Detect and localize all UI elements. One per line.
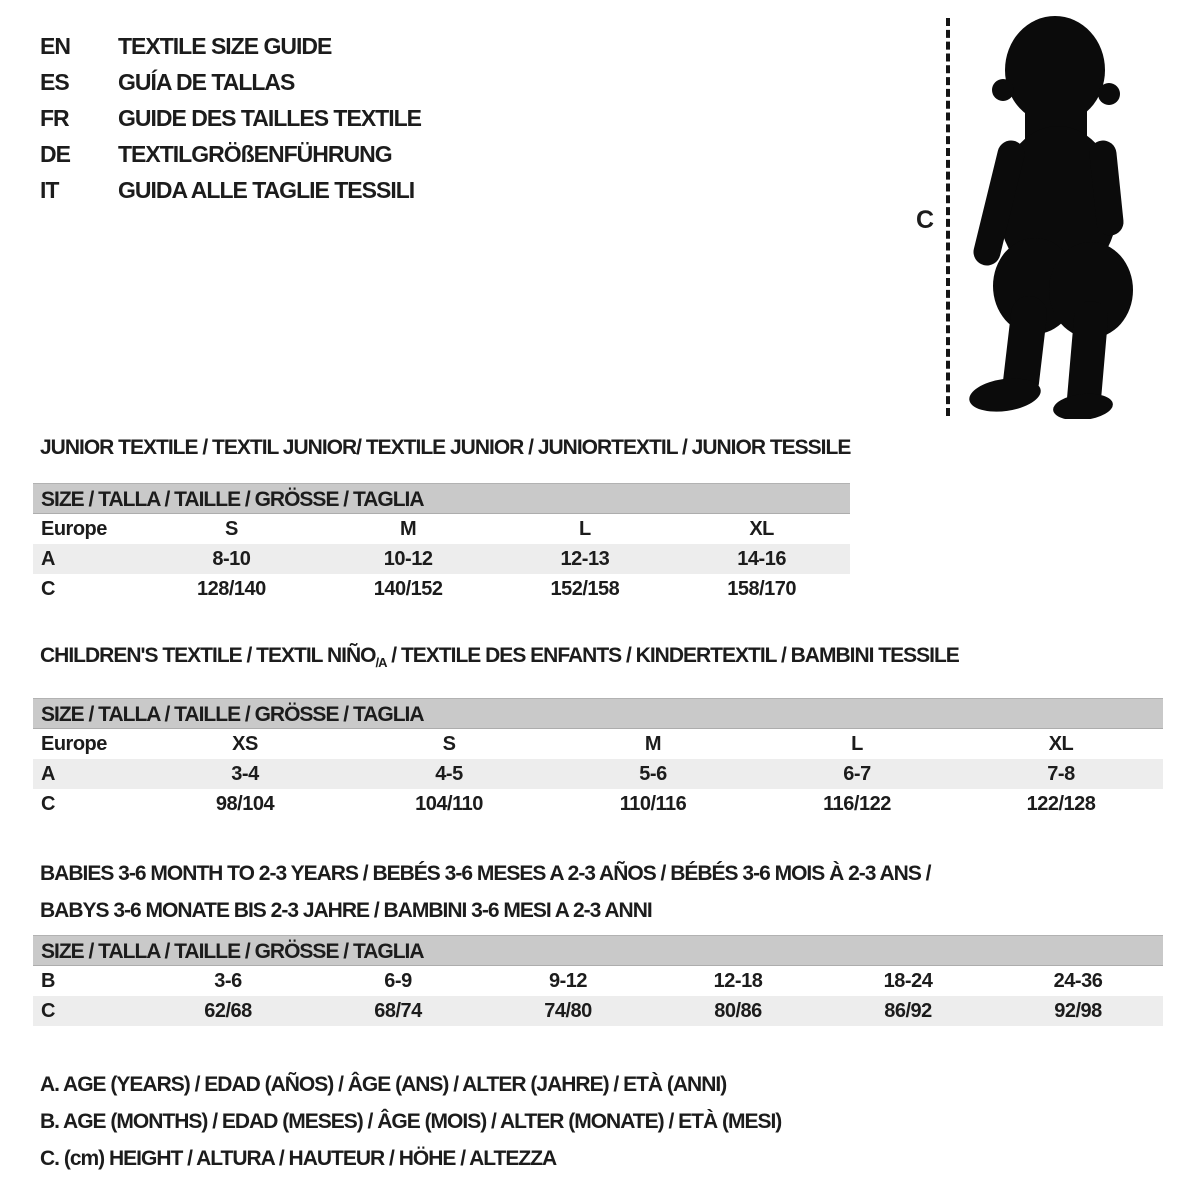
height-dashed-line (946, 18, 950, 416)
title-subscript: /A (375, 655, 387, 671)
height-cell: 116/122 (823, 793, 891, 816)
lang-code: ES (40, 69, 69, 95)
size-cell: XL (749, 518, 774, 540)
table-row-europe (33, 729, 1163, 759)
height-cell: 110/116 (619, 793, 687, 816)
age-cell: 12-13 (560, 548, 610, 570)
row-label: B (41, 970, 55, 992)
table-row-height (33, 789, 1163, 819)
months-cell: 18-24 (883, 970, 933, 992)
table-row-age (33, 759, 1163, 789)
age-cell: 6-7 (843, 763, 871, 786)
measure-legend (40, 1066, 781, 1177)
age-cell: 5-6 (639, 763, 667, 786)
legend-age-months: B. AGE (MONTHS) / EDAD (MESES) / ÂGE (MOIS) / ALTER (MONATE) / ETÀ (MESI) (40, 1110, 782, 1133)
size-cell: S (442, 733, 456, 756)
height-cell: 62/68 (204, 1000, 252, 1022)
table-row-months (33, 966, 1163, 996)
age-cell: 4-5 (435, 763, 463, 786)
babies-table-header: SIZE / TALLA / TAILLE / GRÖSSE / TAGLIA (33, 935, 1163, 966)
title-line-2: BABYS 3-6 MONATE BIS 2-3 JAHRE / BAMBINI 3-6 MESI A 2-3 ANNI (40, 899, 652, 922)
height-measure-label: C (916, 206, 934, 234)
legend-height-cm: C. (cm) HEIGHT / ALTURA / HAUTEUR / HÖHE / ALTEZZA (40, 1147, 557, 1170)
lang-row-fr (40, 100, 421, 136)
months-cell: 6-9 (384, 970, 412, 992)
junior-size-table (33, 483, 850, 604)
section-junior-textile (33, 437, 850, 604)
lang-row-en (40, 28, 421, 64)
babies-size-table (33, 935, 1163, 1026)
section-junior-title: JUNIOR TEXTILE / TEXTIL JUNIOR/ TEXTILE JUNIOR / JUNIORTEXTIL / JUNIOR TESSILE (40, 436, 851, 459)
row-label: Europe (41, 733, 107, 756)
lang-label: TEXTILE SIZE GUIDE (118, 33, 332, 59)
row-label: A (41, 548, 55, 570)
size-cell: S (224, 518, 238, 540)
section-babies-title (40, 855, 1163, 929)
height-cell: 74/80 (544, 1000, 592, 1022)
title-pre: CHILDREN'S TEXTILE / TEXTIL NIÑO (40, 644, 376, 667)
row-label: C (41, 578, 55, 600)
height-figure (900, 0, 1200, 430)
title-post: / TEXTILE DES ENFANTS / KINDERTEXTIL / BAMBINI TESSILE (386, 644, 959, 667)
height-cell: 98/104 (215, 793, 275, 816)
height-cell: 128/140 (196, 578, 266, 600)
height-cell: 92/98 (1054, 1000, 1102, 1022)
row-label: Europe (41, 518, 107, 540)
row-label: C (41, 793, 55, 816)
size-cell: XS (232, 733, 258, 756)
section-children-title (40, 645, 1163, 674)
junior-table-header: SIZE / TALLA / TAILLE / GRÖSSE / TAGLIA (33, 483, 850, 514)
table-row-age (33, 544, 850, 574)
table-row-europe (33, 514, 850, 544)
children-table-header: SIZE / TALLA / TAILLE / GRÖSSE / TAGLIA (33, 698, 1163, 729)
height-cell: 140/152 (373, 578, 443, 600)
row-label: A (41, 763, 55, 786)
size-cell: L (579, 518, 591, 540)
table-row-height (33, 574, 850, 604)
age-cell: 8-10 (212, 548, 251, 570)
months-cell: 12-18 (713, 970, 763, 992)
age-cell: 3-4 (231, 763, 259, 786)
legend-age-years: A. AGE (YEARS) / EDAD (AÑOS) / ÂGE (ANS) / ALTER (JAHRE) / ETÀ (ANNI) (40, 1073, 727, 1096)
lang-code: IT (40, 177, 59, 203)
size-cell: L (851, 733, 863, 756)
height-cell: 104/110 (415, 793, 483, 816)
row-label: C (41, 1000, 55, 1022)
age-cell: 7-8 (1047, 763, 1075, 786)
height-cell: 158/170 (727, 578, 797, 600)
lang-code: DE (40, 141, 70, 167)
months-cell: 9-12 (548, 970, 588, 992)
lang-label: TEXTILGRÖßENFÜHRUNG (118, 141, 392, 167)
language-title-list (40, 28, 421, 208)
months-cell: 24-36 (1053, 970, 1103, 992)
lang-label: GUIDE DES TAILLES TEXTILE (118, 105, 421, 131)
lang-label: GUÍA DE TALLAS (118, 69, 295, 95)
lang-row-it (40, 172, 421, 208)
table-row-height (33, 996, 1163, 1026)
lang-row-de (40, 136, 421, 172)
title-line-1: BABIES 3-6 MONTH TO 2-3 YEARS / BEBÉS 3-6 MESES A 2-3 AÑOS / BÉBÉS 3-6 MOIS À 2-3 ANS / (40, 862, 931, 885)
height-cell: 152/158 (550, 578, 620, 600)
lang-row-es (40, 64, 421, 100)
section-babies-textile (33, 855, 1163, 1026)
height-cell: 122/128 (1026, 793, 1096, 816)
lang-label: GUIDA ALLE TAGLIE TESSILI (118, 177, 415, 203)
months-cell: 3-6 (214, 970, 242, 992)
height-cell: 86/92 (884, 1000, 932, 1022)
lang-code: EN (40, 33, 70, 59)
height-cell: 68/74 (374, 1000, 422, 1022)
size-cell: M (644, 733, 662, 756)
toddler-silhouette-icon (963, 14, 1148, 419)
height-cell: 80/86 (714, 1000, 762, 1022)
section-childrens-textile (33, 645, 1163, 819)
children-size-table (33, 698, 1163, 819)
size-cell: XL (1048, 733, 1074, 756)
age-cell: 10-12 (383, 548, 433, 570)
lang-code: FR (40, 105, 69, 131)
age-cell: 14-16 (737, 548, 786, 570)
size-cell: M (400, 518, 417, 540)
